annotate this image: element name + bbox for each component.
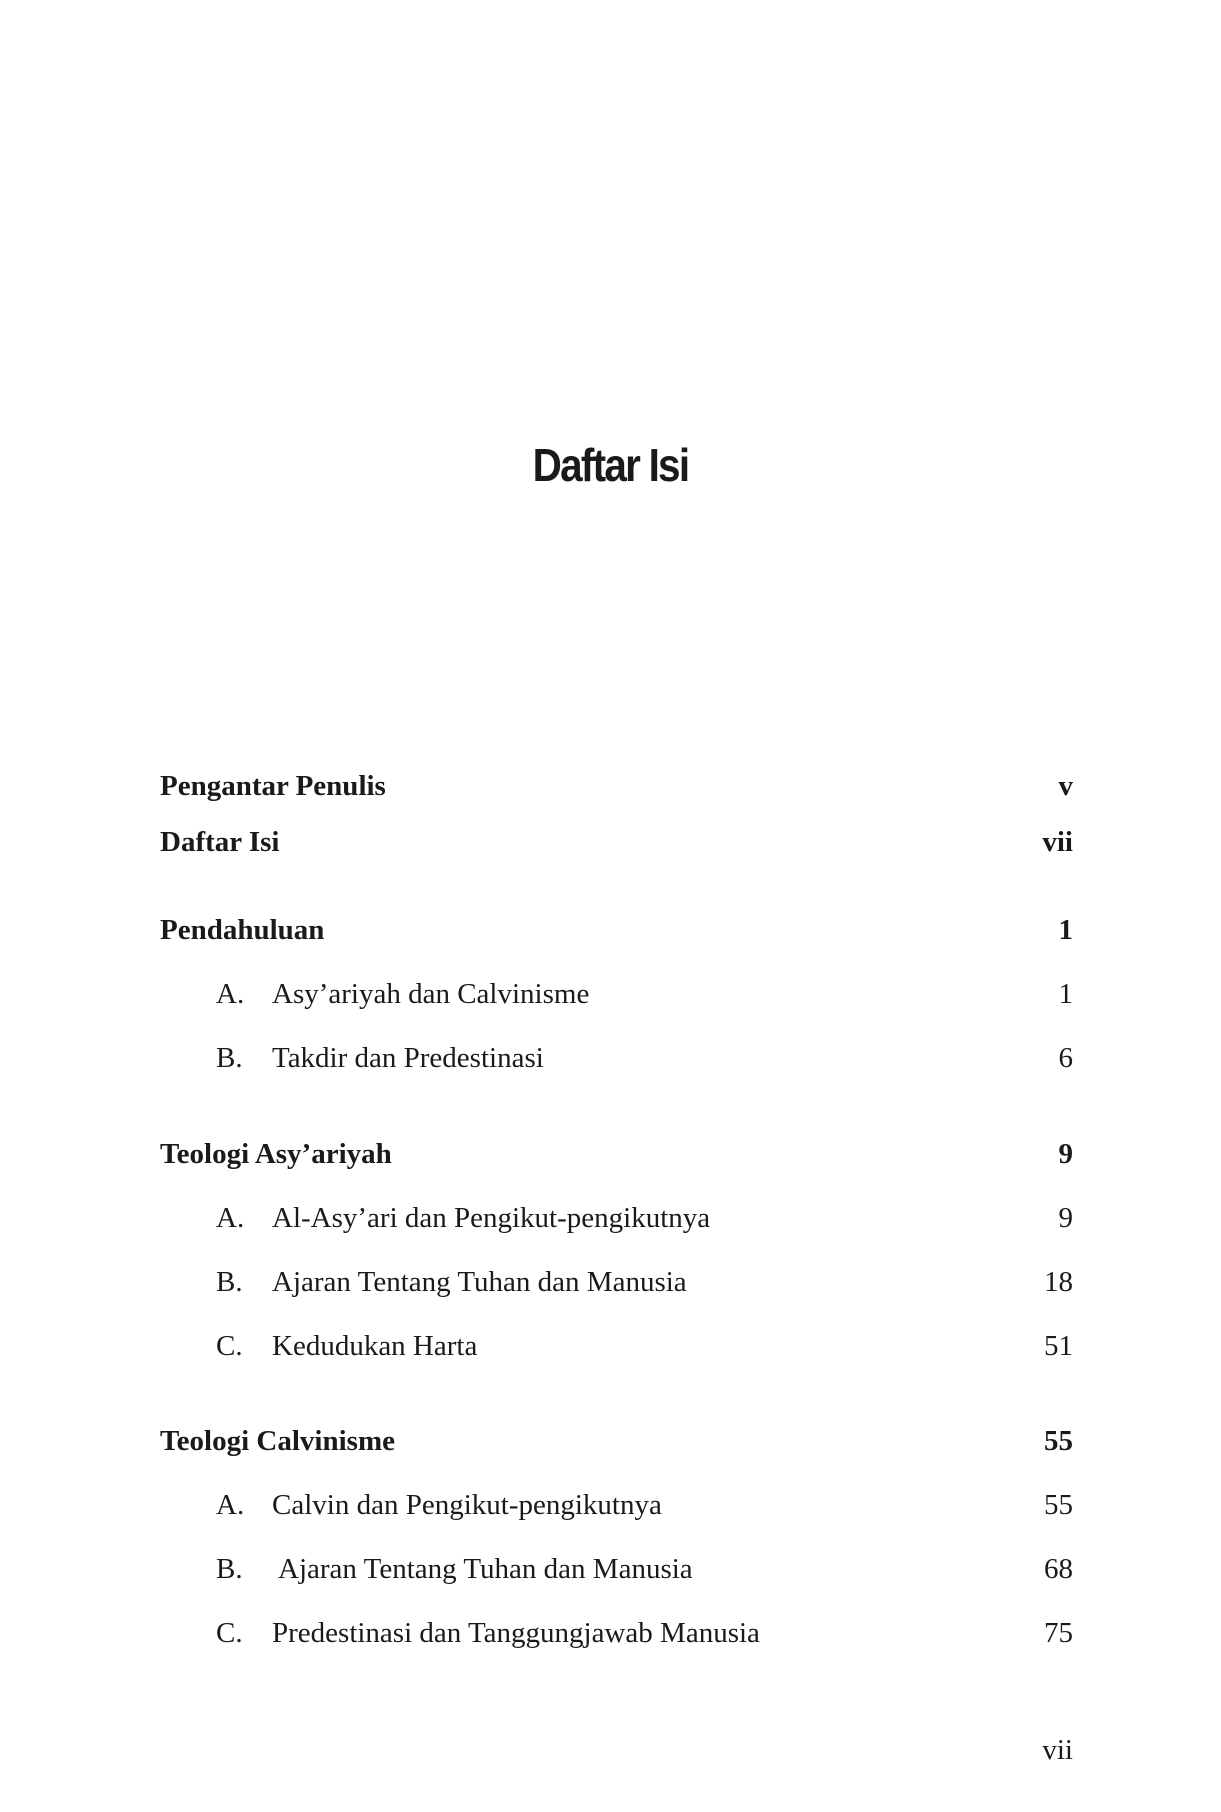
toc-section[interactable] xyxy=(160,1487,1073,1523)
toc-section-title: Asy’ariyah dan Calvinisme xyxy=(272,978,590,1010)
toc-chapter-title: Pendahuluan xyxy=(160,914,325,946)
toc-chapter-title: Teologi Calvinisme xyxy=(160,1425,395,1457)
toc-section-label xyxy=(216,1264,687,1300)
toc-section-letter: A. xyxy=(216,1489,245,1521)
toc-section-page: 1 xyxy=(1058,978,1073,1010)
toc-section-letter: B. xyxy=(216,1042,243,1074)
toc-section[interactable] xyxy=(160,1551,1073,1587)
toc-section-title: Ajaran Tentang Tuhan dan Manusia xyxy=(272,1266,687,1298)
toc-entry-page: v xyxy=(1058,770,1073,802)
toc-chapter-pendahuluan[interactable] xyxy=(160,912,1073,948)
toc-section-letter: A. xyxy=(216,1202,245,1234)
toc-section[interactable] xyxy=(160,1264,1073,1300)
toc-section-letter: B. xyxy=(216,1553,243,1585)
toc-chapter-page: 55 xyxy=(1044,1425,1073,1457)
toc-section-letter: C. xyxy=(216,1617,243,1649)
toc-section-letter: A. xyxy=(216,978,245,1010)
toc-section[interactable] xyxy=(160,1200,1073,1236)
toc-section-title: Al-Asy’ari dan Pengikut-pengikutnya xyxy=(272,1202,711,1234)
toc-section-title: Takdir dan Predestinasi xyxy=(272,1042,544,1074)
toc-section-page: 51 xyxy=(1044,1330,1073,1362)
toc-section-page: 6 xyxy=(1058,1042,1073,1074)
toc-section[interactable] xyxy=(160,976,1073,1012)
toc-chapter-teologi-asyariyah[interactable] xyxy=(160,1136,1073,1172)
toc-section-title: Predestinasi dan Tanggungjawab Manusia xyxy=(272,1617,760,1649)
toc-section-page: 55 xyxy=(1044,1489,1073,1521)
toc-section-letter: B. xyxy=(216,1266,243,1298)
toc-section-label xyxy=(216,1328,477,1364)
toc-section-label xyxy=(216,976,589,1012)
toc-section-label xyxy=(216,1040,544,1076)
toc-section[interactable] xyxy=(160,1615,1073,1651)
page-number: vii xyxy=(1042,1734,1073,1766)
toc-entry-page: vii xyxy=(1042,826,1073,858)
toc-section[interactable] xyxy=(160,1328,1073,1364)
toc-entry-daftar-isi[interactable] xyxy=(160,824,1073,860)
toc-entry-title: Daftar Isi xyxy=(160,826,280,858)
toc-section-label xyxy=(216,1615,760,1651)
toc-section-page: 68 xyxy=(1044,1553,1073,1585)
toc-section-label xyxy=(216,1551,693,1587)
toc-section-page: 18 xyxy=(1044,1266,1073,1298)
toc-section-page: 9 xyxy=(1058,1202,1073,1234)
toc-section-label xyxy=(216,1200,710,1236)
toc-section-label xyxy=(216,1487,662,1523)
toc-chapter-title: Teologi Asy’ariyah xyxy=(160,1138,392,1170)
toc-entry-pengantar-penulis[interactable] xyxy=(160,768,1073,804)
toc-section-title: Calvin dan Pengikut-pengikutnya xyxy=(272,1489,662,1521)
toc-section[interactable] xyxy=(160,1040,1073,1076)
toc-chapter-page: 9 xyxy=(1058,1138,1073,1170)
toc-entry-title: Pengantar Penulis xyxy=(160,770,386,802)
toc-section-title: Kedudukan Harta xyxy=(272,1330,478,1362)
toc-section-title: Ajaran Tentang Tuhan dan Manusia xyxy=(278,1553,693,1585)
toc-section-letter: C. xyxy=(216,1330,243,1362)
toc-chapter-page: 1 xyxy=(1058,914,1073,946)
toc-chapter-teologi-calvinisme[interactable] xyxy=(160,1423,1073,1459)
toc-section-page: 75 xyxy=(1044,1617,1073,1649)
page-title: Daftar Isi xyxy=(532,439,689,491)
